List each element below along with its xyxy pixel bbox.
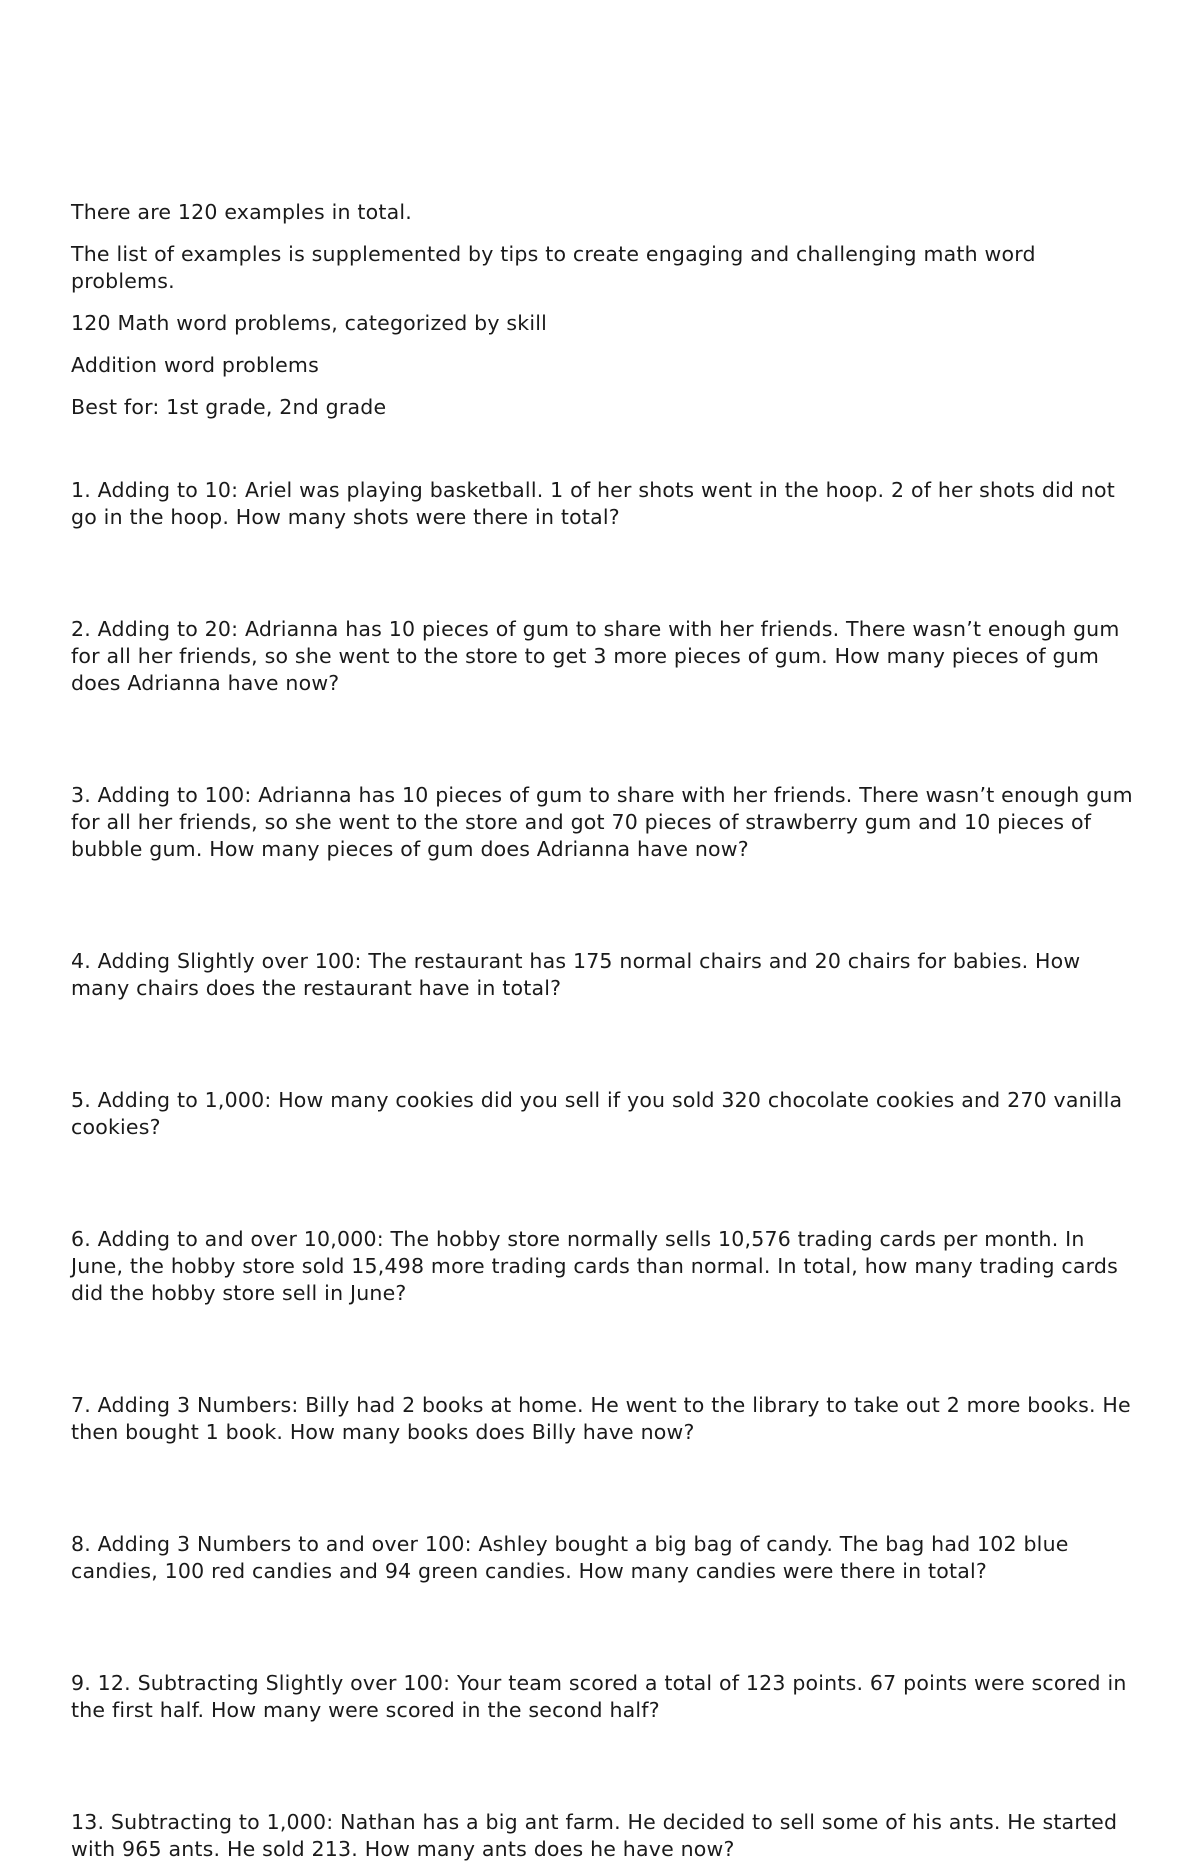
problem-item: 2. Adding to 20: Adrianna has 10 pieces of gum to share with her friends. There wasn’t enough gum for all her friends, so she went to the store to get 3 more pieces of gum. How many pieces of gum does Adrianna have now?	[71, 617, 1120, 695]
problem-item: 1. Adding to 10: Ariel was playing basketball. 1 of her shots went in the hoop. 2 of her shots did not go in the hoop. How many shots were there in total?	[71, 478, 1116, 529]
problem-item: 7. Adding 3 Numbers: Billy had 2 books at home. He went to the library to take out 2 more books. He then bought 1 book. How many books does Billy have now?	[71, 1393, 1131, 1444]
problem-item: 5. Adding to 1,000: How many cookies did you sell if you sold 320 chocolate cookies and 270 vanilla cookies?	[71, 1088, 1123, 1139]
problem-item: 4. Adding Slightly over 100: The restaurant has 175 normal chairs and 20 chairs for babies. How many chairs does the restaurant have in total?	[71, 949, 1081, 1000]
document-page	[71, 199, 1141, 1863]
list-heading: 120 Math word problems, categorized by skill	[71, 311, 548, 335]
total-examples-text: There are 120 examples in total.	[71, 200, 412, 224]
problem-list	[71, 477, 1141, 1863]
best-for-text: Best for: 1st grade, 2nd grade	[71, 395, 387, 419]
problem-item: 6. Adding to and over 10,000: The hobby store normally sells 10,576 trading cards per month. In June, the hobby store sold 15,498 more trading cards than normal. In total, how many trading cards did the hobby store sell in June?	[71, 1227, 1118, 1305]
section-title: Addition word problems	[71, 353, 319, 377]
supplement-text: The list of examples is supplemented by tips to create engaging and challenging math word problems.	[71, 242, 1036, 293]
problem-item: 3. Adding to 100: Adrianna has 10 pieces of gum to share with her friends. There wasn’t enough gum for all her friends, so she went to the store and got 70 pieces of strawberry gum and 10 pieces of bubble gum. How many pieces of gum does Adrianna have now?	[71, 783, 1133, 861]
intro-section	[71, 199, 1141, 421]
problem-item: 8. Adding 3 Numbers to and over 100: Ashley bought a big bag of candy. The bag had 102 blue candies, 100 red candies and 94 green candies. How many candies were there in total?	[71, 1532, 1069, 1583]
problem-item: 9. 12. Subtracting Slightly over 100: Your team scored a total of 123 points. 67 points were scored in the first half. How many were scored in the second half?	[71, 1671, 1127, 1722]
problem-item: 13. Subtracting to 1,000: Nathan has a big ant farm. He decided to sell some of his ants. He started with 965 ants. He sold 213. How many ants does he have now?	[71, 1810, 1118, 1861]
